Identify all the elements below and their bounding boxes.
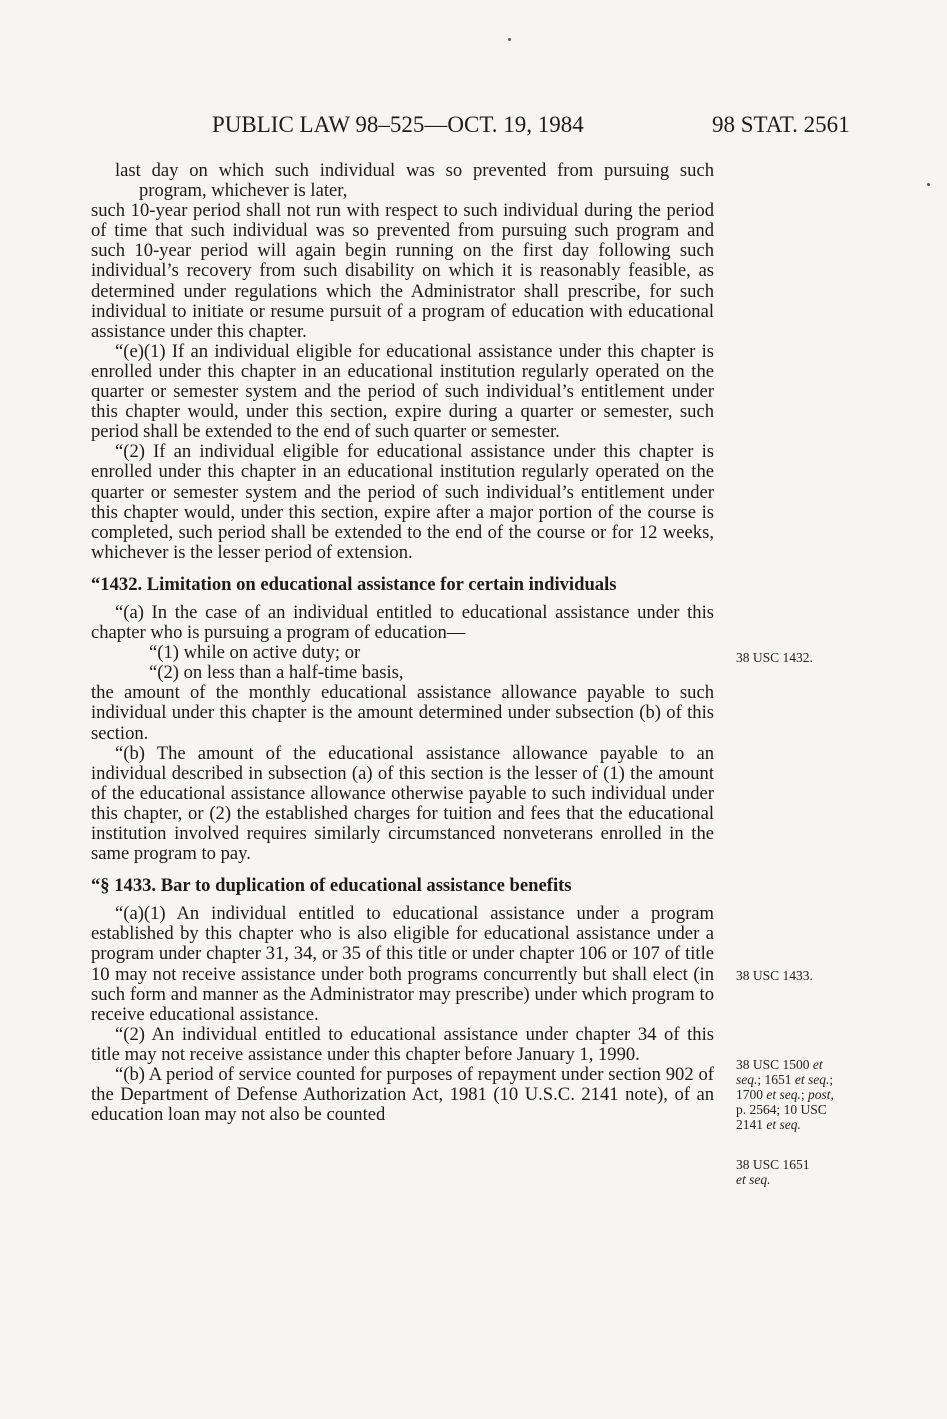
- list-item: “(2) on less than a half-time basis,: [149, 662, 404, 684]
- paragraph: “(b) The amount of the educational assistance allowance payable to an individual described in subsection (a) of this section is the lesser of (1) the amount of the educational assistance allowance otherwise payable to such individual under this chapter, or (2) the established charges for tuition and fees that the educational institution involved requires similarly circumstanced nonveterans enrolled in the same program to pay.: [91, 742, 714, 865]
- header-stat: 98 STAT. 2561: [712, 112, 850, 137]
- paragraph: “(e)(1) If an individual eligible for educational assistance under this chapter is enrolled under this chapter in an educational institution regularly operated on the quarter or semester system and the period of such individual’s entitlement under this chapter would, under this section, expire during a quarter or semester, such period shall be extended to the end of such quarter or semester.: [91, 340, 714, 443]
- header-title: PUBLIC LAW 98–525—OCT. 19, 1984: [212, 112, 584, 137]
- paragraph: “(a)(1) An individual entitled to educational assistance under a program established by this chapter who is also eligible for educational assistance under a program under chapter 31, 34, or 35 of this title or under chapter 106 or 107 of title 10 may not receive assistance under both programs concurrently but shall elect (in such form and manner as the Administrator may prescribe) under which program to receive educational assistance.: [91, 903, 714, 1025]
- margin-note-1433: 38 USC 1433.: [736, 968, 813, 983]
- section-heading-1432: “1432. Limitation on educational assistance for certain individuals: [91, 573, 617, 595]
- paragraph-continuation: last day on which such individual was so prevented from pursuing such program, whichever is later,: [115, 160, 714, 202]
- paragraph: “(b) A period of service counted for purposes of repayment under section 902 of the Department of Defense Authorization Act, 1981 (10 U.S.C. 2141 note), of an education loan may not also be counted: [91, 1064, 714, 1126]
- paragraph: “(2) An individual entitled to educational assistance under chapter 34 of this title may not receive assistance under this chapter before January 1, 1990.: [91, 1023, 714, 1065]
- paragraph: such 10-year period shall not run with respect to such individual during the period of time that such individual was so prevented from pursuing such program and such 10-year period will again begin running on the first day following such individual’s recovery from such disability on which it is reasonably feasible, as determined under regulations which the Administrator shall prescribe, for such individual to initiate or resume pursuit of a program of education with educational assistance under this chapter.: [91, 200, 714, 342]
- margin-note-cross-reference: 38 USC 1500 et seq.; 1651 et seq.; 1700 et seq.; post, p. 2564; 10 USC 2141 et seq.: [736, 1057, 834, 1132]
- scan-speck: [927, 183, 930, 186]
- paragraph: “(2) If an individual eligible for educational assistance under this chapter is enrolled under this chapter in an educational institution regularly operated on the quarter or semester system and the period of such individual’s entitlement under this chapter would, under this section, expire after a major portion of the course is completed, such period shall be extended to the end of the course or for 12 weeks, whichever is the lesser period of extension.: [91, 441, 714, 563]
- scan-speck: [508, 38, 511, 41]
- margin-note-1651: 38 USC 1651 et seq.: [736, 1157, 810, 1187]
- page-header: [0, 112, 947, 142]
- paragraph: the amount of the monthly educational assistance allowance payable to such individual under this chapter is the amount determined under subsection (b) of this section.: [91, 682, 714, 744]
- paragraph: “(a) In the case of an individual entitled to educational assistance under this chapter who is pursuing a program of education—: [91, 601, 714, 644]
- section-heading-1433: “§ 1433. Bar to duplication of educational assistance benefits: [91, 875, 572, 897]
- list-item: “(1) while on active duty; or: [149, 642, 361, 664]
- main-text: [91, 161, 714, 1125]
- margin-note-1432: 38 USC 1432.: [736, 650, 813, 665]
